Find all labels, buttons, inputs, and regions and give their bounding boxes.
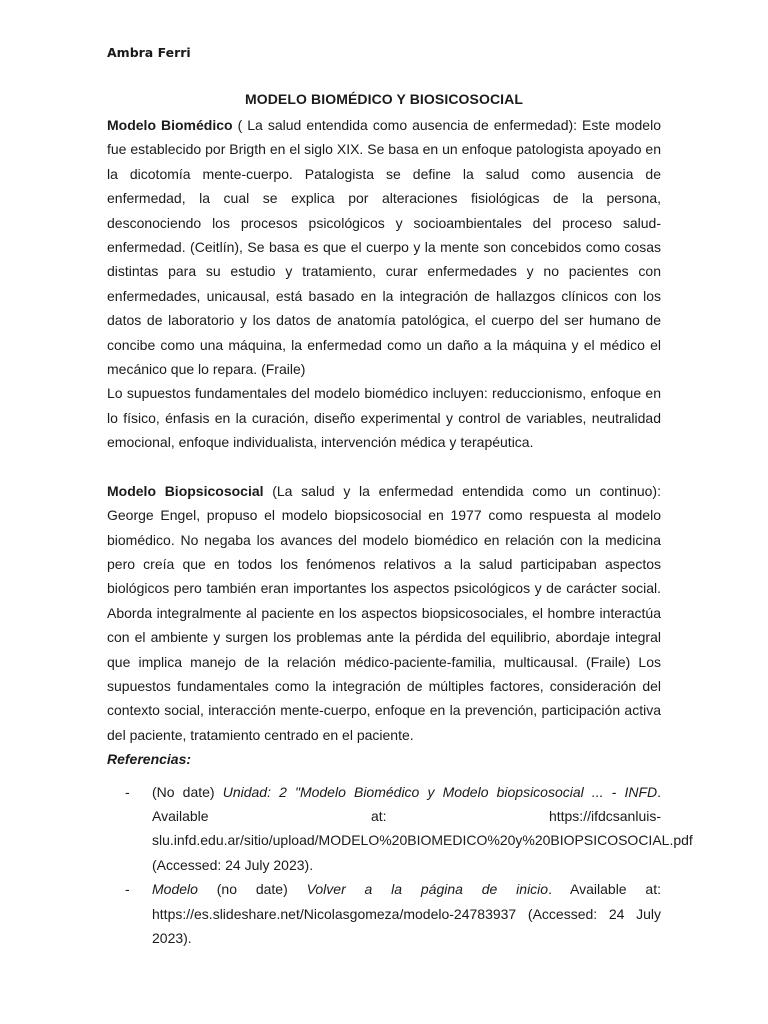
list-bullet: - — [125, 783, 130, 800]
reference-source: . Available at: https://es.slideshare.net/Nicolasgomeza/modelo-24783937 (Accessed: 24 July 2023). — [152, 881, 661, 946]
reference-author: Modelo — [152, 881, 198, 898]
reference-item — [107, 877, 661, 950]
reference-date: (No date) — [152, 783, 223, 800]
biopsychosocial-text: (La salud y la enfermedad entendida como un continuo): George Engel, propuso el modelo biopsicosocial en 1977 como respuesta al modelo biomédico. No negaba los avances del modelo biomédico en relación con la medicina pero creía que en todos los fenómenos relativos a la salud participaban aspectos biológicos pero también eran importantes los aspectos psicológicos y de carácter social. Aborda integralmente al paciente en los aspectos biopsicosociales, el hombre interactúa con el ambiente y surgen los problemas ante la pérdida del equilibrio, abordaje integral que implica manejo de la relación médico-paciente-familia, multicausal. (Fraile) Los supuestos fundamentales como la integración de múltiples factores, consideración del contexto social, interacción mente-cuerpo, enfoque en la prevención, participación activa del paciente, tratamiento centrado en el paciente. — [107, 482, 661, 743]
biopsychosocial-paragraph — [107, 479, 661, 747]
biomedical-assumptions: Lo supuestos fundamentales del modelo biomédico incluyen: reduccionismo, enfoque en lo físico, énfasis en la curación, diseño experimental y control de variables, neutralidad emocional, enfoque individualista, intervención médica y terapéutica. — [107, 385, 661, 451]
reference-title: Volver a la página de inicio — [306, 881, 549, 898]
biopsychosocial-heading: Modelo Biopsicosocial — [107, 482, 264, 499]
spacer — [107, 455, 661, 479]
document-body — [107, 113, 693, 950]
reference-date: (no date) — [197, 881, 307, 898]
biomedical-heading: Modelo Biomédico — [107, 117, 233, 133]
references-list — [107, 780, 693, 951]
biomedical-paragraph — [107, 113, 661, 381]
reference-source: . Available at: https://ifdcsanluis-slu.infd.edu.ar/sitio/upload/MODELO%20BIOMEDICO%20y%20BIOPSICOSOCIAL.pdf (Accessed: 24 July 2023). — [152, 783, 693, 873]
biomedical-text: ( La salud entendida como ausencia de enfermedad): Este modelo fue establecido por Brigth en el siglo XIX. Se basa en un enfoque patologista apoyado en la dicotomía mente-cuerpo. Patalogista se define la salud como ausencia de enfermedad, la cual se explica por alteraciones fisiológicas de la persona, desconociendo los procesos psicológicos y socioambientales del proceso salud-enfermedad. (Ceitlín), Se basa es que el cuerpo y la mente son concebidos como cosas distintas para su estudio y tratamiento, curar enfermedades y no pacientes con enfermedades, unicausal, está basado en la integración de hallazgos clínicos con los datos de laboratorio y los datos de anatomía patológica, el cuerpo del ser humano de concibe como una máquina, la enfermedad como un daño a la máquina y el médico el mecánico que lo repara. (Fraile) — [107, 117, 661, 378]
reference-item — [107, 780, 693, 878]
document-title: MODELO BIOMÉDICO Y BIOSICOSOCIAL — [244, 91, 524, 107]
references-heading: Referencias: — [107, 751, 192, 768]
list-bullet: - — [125, 881, 130, 898]
author-name: Ambra Ferri — [107, 45, 191, 60]
reference-title: Unidad: 2 "Modelo Biomédico y Modelo biopsicosocial ... - INFD — [222, 783, 658, 800]
